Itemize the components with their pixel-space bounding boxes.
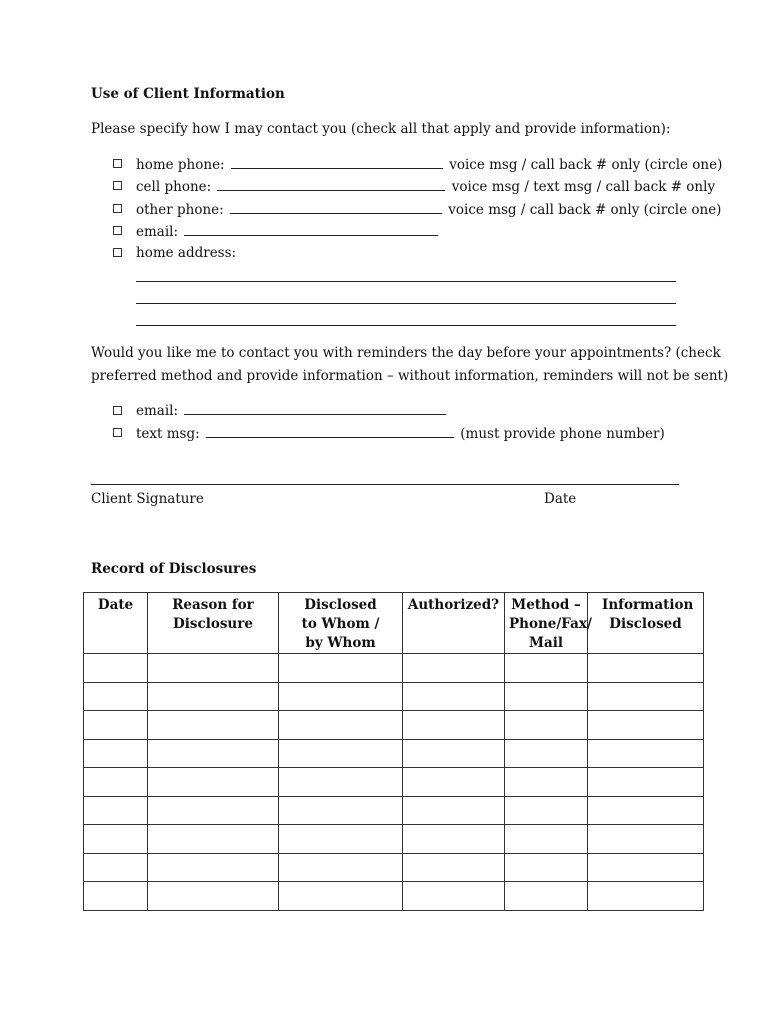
table-cell[interactable] xyxy=(588,796,704,825)
home-phone-checkbox[interactable] xyxy=(113,159,122,168)
table-row xyxy=(84,654,704,683)
table-cell[interactable] xyxy=(588,825,704,854)
reminder-text-suffix: (must provide phone number) xyxy=(460,426,665,442)
table-cell[interactable] xyxy=(403,654,505,683)
email-row xyxy=(136,223,440,240)
col-header-method: Method – Phone/Fax/ Mail xyxy=(505,593,588,654)
table-cell[interactable] xyxy=(84,768,148,797)
home-phone-suffix: voice msg / call back # only (circle one) xyxy=(449,157,723,173)
col-header-reason: Reason for Disclosure xyxy=(148,593,279,654)
table-cell[interactable] xyxy=(84,739,148,768)
table-cell[interactable] xyxy=(279,768,403,797)
table-cell[interactable] xyxy=(505,711,588,740)
reminder-question-line-1: Would you like me to contact you with reminders the day before your appointments? (check xyxy=(91,345,721,361)
table-row xyxy=(84,682,704,711)
reminder-email-row xyxy=(136,402,448,419)
table-cell[interactable] xyxy=(505,853,588,882)
other-phone-checkbox[interactable] xyxy=(113,204,122,213)
col-header-information: Information Disclosed xyxy=(588,593,704,654)
table-cell[interactable] xyxy=(505,768,588,797)
table-cell[interactable] xyxy=(148,882,279,911)
home-address-line-1[interactable] xyxy=(136,281,676,282)
table-cell[interactable] xyxy=(279,825,403,854)
table-cell[interactable] xyxy=(403,882,505,911)
table-row xyxy=(84,825,704,854)
table-cell[interactable] xyxy=(588,739,704,768)
table-cell[interactable] xyxy=(84,853,148,882)
email-checkbox[interactable] xyxy=(113,226,122,235)
table-cell[interactable] xyxy=(84,711,148,740)
table-cell[interactable] xyxy=(148,853,279,882)
table-cell[interactable] xyxy=(403,739,505,768)
table-cell[interactable] xyxy=(403,796,505,825)
table-cell[interactable] xyxy=(279,739,403,768)
table-cell[interactable] xyxy=(505,882,588,911)
table-cell[interactable] xyxy=(148,711,279,740)
home-address-checkbox[interactable] xyxy=(113,248,122,257)
reminder-text-field[interactable] xyxy=(206,425,454,438)
email-label: email: xyxy=(136,224,179,240)
table-cell[interactable] xyxy=(148,796,279,825)
table-cell[interactable] xyxy=(84,882,148,911)
table-cell[interactable] xyxy=(505,739,588,768)
table-cell[interactable] xyxy=(84,682,148,711)
col-header-disclosed-to: Disclosed to Whom / by Whom xyxy=(279,593,403,654)
table-cell[interactable] xyxy=(403,853,505,882)
reminder-email-field[interactable] xyxy=(184,402,446,415)
table-cell[interactable] xyxy=(505,682,588,711)
cell-phone-checkbox[interactable] xyxy=(113,181,122,190)
home-address-line-3[interactable] xyxy=(136,325,676,326)
table-cell[interactable] xyxy=(403,825,505,854)
table-cell[interactable] xyxy=(588,682,704,711)
table-cell[interactable] xyxy=(588,768,704,797)
table-row xyxy=(84,796,704,825)
table-row xyxy=(84,768,704,797)
table-cell[interactable] xyxy=(588,853,704,882)
table-cell[interactable] xyxy=(279,853,403,882)
table-cell[interactable] xyxy=(148,739,279,768)
cell-phone-label: cell phone: xyxy=(136,179,212,195)
table-cell[interactable] xyxy=(84,825,148,854)
table-cell[interactable] xyxy=(279,882,403,911)
reminder-question-line-2: preferred method and provide information – without information, reminders will not be sent) xyxy=(91,368,729,384)
other-phone-row xyxy=(136,201,721,218)
table-cell[interactable] xyxy=(403,711,505,740)
table-cell[interactable] xyxy=(148,825,279,854)
signature-date-label: Date xyxy=(544,491,577,507)
home-address-line-2[interactable] xyxy=(136,303,676,304)
disclosures-table-body xyxy=(84,654,704,911)
home-phone-row xyxy=(136,156,722,173)
reminder-text-checkbox[interactable] xyxy=(113,428,122,437)
reminder-email-label: email: xyxy=(136,403,179,419)
home-phone-field[interactable] xyxy=(231,156,443,169)
table-header-row xyxy=(84,593,704,654)
table-cell[interactable] xyxy=(84,796,148,825)
client-signature-label: Client Signature xyxy=(91,491,204,507)
cell-phone-suffix: voice msg / text msg / call back # only xyxy=(451,179,716,195)
section-title-client-info: Use of Client Information xyxy=(91,86,285,102)
table-cell[interactable] xyxy=(505,825,588,854)
other-phone-field[interactable] xyxy=(230,201,442,214)
table-row xyxy=(84,739,704,768)
email-field[interactable] xyxy=(184,223,438,236)
reminder-text-row xyxy=(136,425,665,442)
signature-line[interactable] xyxy=(91,484,679,485)
disclosures-table xyxy=(83,592,704,911)
table-cell[interactable] xyxy=(84,654,148,683)
home-address-label: home address: xyxy=(136,245,237,261)
table-row xyxy=(84,853,704,882)
table-cell[interactable] xyxy=(403,682,505,711)
other-phone-suffix: voice msg / call back # only (circle one) xyxy=(448,202,722,218)
col-header-date: Date xyxy=(84,593,148,654)
table-cell[interactable] xyxy=(588,882,704,911)
contact-intro-text: Please specify how I may contact you (check all that apply and provide information): xyxy=(91,121,671,137)
table-cell[interactable] xyxy=(279,711,403,740)
table-cell[interactable] xyxy=(505,654,588,683)
other-phone-label: other phone: xyxy=(136,202,224,218)
table-cell[interactable] xyxy=(279,682,403,711)
table-cell[interactable] xyxy=(148,682,279,711)
table-cell[interactable] xyxy=(148,654,279,683)
reminder-email-checkbox[interactable] xyxy=(113,406,122,415)
col-header-authorized: Authorized? xyxy=(403,593,505,654)
reminder-text-label: text msg: xyxy=(136,426,200,442)
table-cell[interactable] xyxy=(279,654,403,683)
table-row xyxy=(84,711,704,740)
table-row xyxy=(84,882,704,911)
table-cell[interactable] xyxy=(279,796,403,825)
table-cell[interactable] xyxy=(148,768,279,797)
cell-phone-row xyxy=(136,178,715,195)
table-cell[interactable] xyxy=(588,654,704,683)
table-cell[interactable] xyxy=(588,711,704,740)
section-title-disclosures: Record of Disclosures xyxy=(91,561,257,577)
table-cell[interactable] xyxy=(505,796,588,825)
table-cell[interactable] xyxy=(403,768,505,797)
home-phone-label: home phone: xyxy=(136,157,225,173)
cell-phone-field[interactable] xyxy=(217,178,445,191)
